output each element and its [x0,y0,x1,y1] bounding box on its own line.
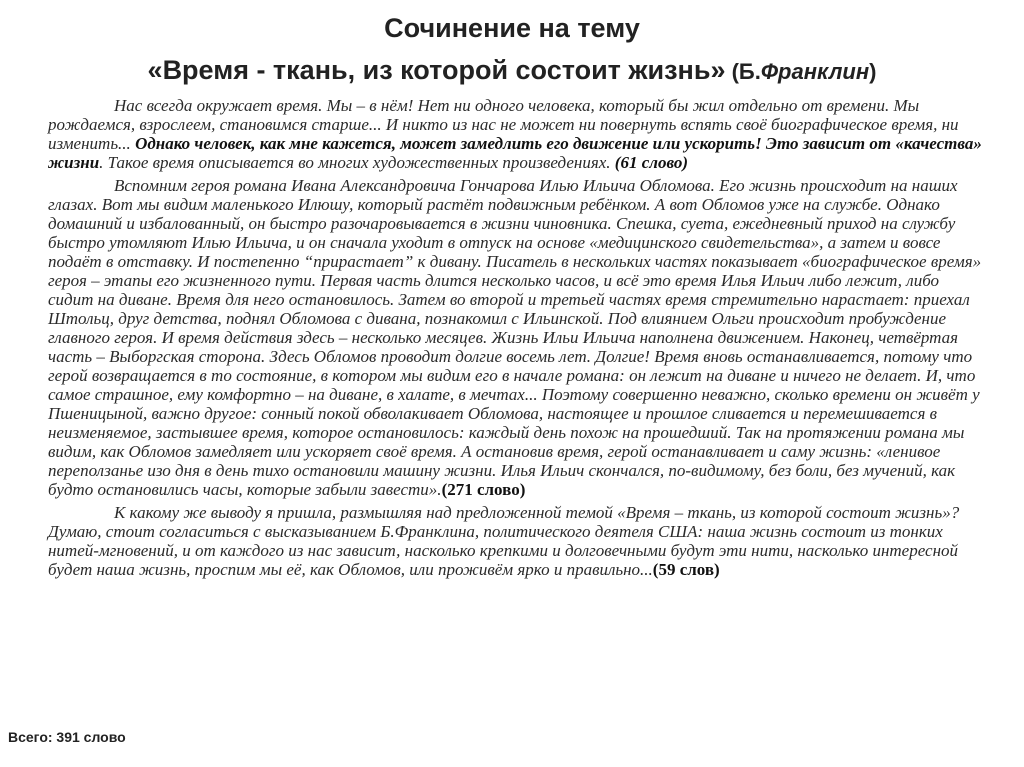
argument-word-count: (271 слово) [441,480,526,499]
author-close: ) [869,59,877,84]
total-word-count: Всего: 391 слово [8,729,126,745]
intro-text-end: . Такое время описывается во многих художественных произведениях. [99,153,615,172]
conclusion-word-count: (59 слов) [652,560,720,579]
title-line-1: Сочинение на тему [384,13,640,43]
argument-text: Вспомним героя романа Ивана Александровича Гончарова Илью Ильича Обломова. Его жизнь происходит на наших глазах. Вот мы видим маленького Илюшу, который растёт подвижным ребёнком. А вот Обломов уже на службе. Однако домашний и избалованный, он быстро разочаровывается в жизни чиновника. Спешка, суета, ежедневный приход на службу быстро утомляют Илью Ильича, и он сначала уходит в отпуск на основе «медицинского свидетельства», а затем и вовсе подаёт в отставку. И постепенно “прирастает” к дивану. Писатель в нескольких частях показывает «биографическое время» героя – этапы его жизненного пути. Первая часть длится несколько часов, и всё это время Илья Ильич либо лежит, либо сидит на диване. Время для него остановилось. Затем во второй и третьей частях время стремительно нарастает: приехал Штольц, друг детства, поднял Обломова с дивана, познакомил с Ильинской. Под влиянием Ольги происходит пробуждение главного героя. И время действия здесь – несколько месяцев. Жизнь Ильи Ильича наполнена движением. Наконец, четвёртая часть – Выборгская сторона. Здесь Обломов проводит долгие восемь лет. Долгие! Время вновь останавливается, потому что герой возвращается в то состояние, в котором мы видим его в начале романа: он лежит на диване и ничего не делает. И, что самое страшное, ему комфортно – на диване, в халате, в мечтах... Поэтому совершенно неважно, сколько времени он живёт у Пшеницыной, важно другое: сонный покой обволакивает Обломова, настоящее и прошлое сливается и перемешивается в неизменяемое, застывшее время, которое остановилось: каждый день похож на прошедший. Так на протяжении романа мы видим, как Обломов замедляет или ускоряет своё время. А остановив время, герой останавливает и саму жизнь: «ленивое переползанье изо дня в день тихо остановили машину жизни. Илья Ильич скончался, по-видимому, без боли, без мучений, как будто остановились часы, которые забыли завести». [48,176,982,499]
author-open: (Б. [725,59,761,84]
essay-body [48,96,988,583]
title-quote: «Время - ткань, из которой состоит жизнь» [147,55,726,85]
paragraph-intro [48,96,988,172]
paragraph-conclusion [48,503,988,579]
title-author [725,59,876,84]
essay-title [0,8,1024,92]
intro-text: Нас всегда окружает время. Мы – в нём! Нет ни одного человека, который бы жил отдельно от времени. Мы рождаемся, взрослеем, становимся старше... И никто из нас не может ни повернуть вспять своё биографическое время, ни изменить... [48,96,959,153]
intro-thesis: Однако человек, как мне кажется, может замедлить его движение или ускорить! Это зависит от «качества» жизни [48,134,982,172]
conclusion-text: К какому же выводу я пришла, размышляя над предложенной темой «Время – ткань, из которой состоит жизнь»? Думаю, стоит согласиться с высказыванием Б.Франклина, политического деятеля США: наша жизнь состоит из тонких нитей-мгновений, и от каждого из нас зависит, насколько крепкими и долговечными будут эти нити, насколько интересной будет наша жизнь, проспим мы её, как Обломов, или проживём ярко и правильно... [48,503,960,579]
intro-word-count: (61 слово) [614,153,688,172]
author-name: Франклин [760,59,870,84]
title-line-2 [0,50,1024,92]
paragraph-argument [48,176,988,499]
